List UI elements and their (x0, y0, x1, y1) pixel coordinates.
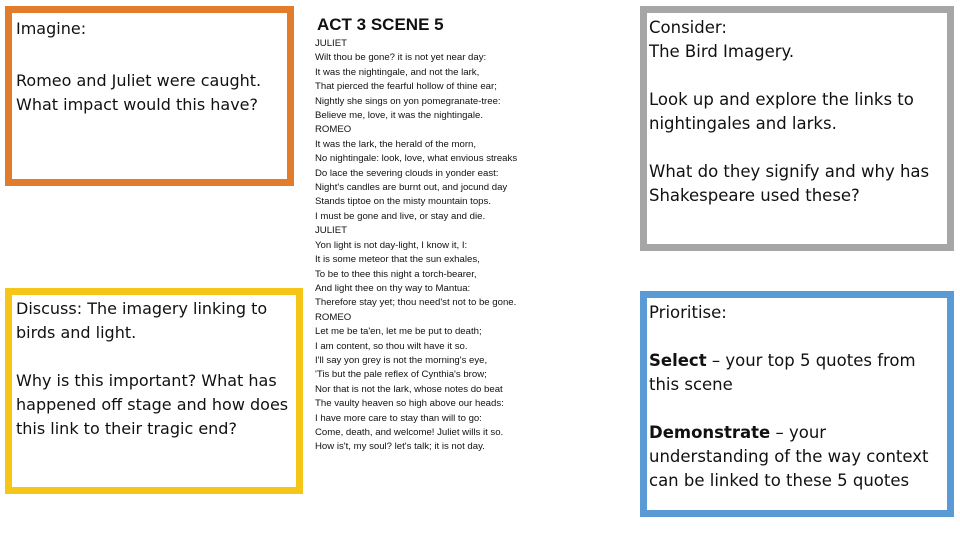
scene-line: ROMEO (315, 124, 352, 136)
scene-extract (315, 10, 635, 455)
consider-box (640, 6, 954, 251)
discuss-box (5, 288, 303, 494)
scene-lines (315, 37, 635, 455)
prioritise-heading: Prioritise: (649, 303, 727, 322)
scene-line: Yon light is not day-light, I know it, I: (315, 239, 468, 251)
scene-line: I have more care to stay than will to go: (315, 412, 482, 424)
select-task (649, 349, 947, 397)
imagine-body: Romeo and Juliet were caught. What impact would this have? (16, 71, 262, 114)
scene-line: Do lace the severing clouds in yonder east: (315, 167, 499, 179)
scene-line: I am content, so thou wilt have it so. (315, 340, 468, 352)
scene-line: Wilt thou be gone? it is not yet near day: (315, 52, 487, 64)
consider-line-2: Look up and explore the links to nightingales and larks. (649, 90, 914, 133)
scene-title: ACT 3 SCENE 5 (317, 15, 444, 34)
select-text: – your top 5 quotes from this scene (649, 351, 916, 394)
scene-line: To be to thee this night a torch-bearer, (315, 268, 477, 280)
scene-line: The vaulty heaven so high above our heads: (315, 398, 504, 410)
scene-line: It was the nightingale, and not the lark, (315, 66, 480, 78)
scene-line: That pierced the fearful hollow of thine ear; (315, 81, 497, 93)
discuss-body: Why is this important? What has happened off stage and how does this link to their tragic end? (16, 371, 289, 438)
demonstrate-task (649, 421, 947, 493)
scene-line: JULIET (315, 38, 347, 49)
scene-line: Stands tiptoe on the misty mountain tops. (315, 196, 491, 208)
scene-line: Therefore stay yet; thou need'st not to be gone. (315, 297, 517, 309)
scene-line: Let me be ta'en, let me be put to death; (315, 326, 482, 338)
select-label: Select (649, 351, 707, 370)
discuss-heading: Discuss: The imagery linking to birds and light. (16, 299, 268, 342)
prioritise-box (640, 291, 954, 517)
scene-line: I must be gone and live, or stay and die. (315, 210, 486, 222)
scene-line: ROMEO (315, 311, 352, 323)
demonstrate-text: – your understanding of the way context can be linked to these 5 quotes (649, 423, 929, 490)
imagine-box (5, 6, 294, 186)
demonstrate-label: Demonstrate (649, 423, 771, 442)
scene-line: I'll say yon grey is not the morning's eye, (315, 354, 488, 366)
scene-line: It was the lark, the herald of the morn, (315, 138, 477, 150)
scene-line: Nightly she sings on yon pomegranate-tree: (315, 95, 501, 107)
scene-line: Come, death, and welcome! Juliet wills it so. (315, 426, 504, 438)
scene-line: No nightingale: look, love, what envious streaks (315, 153, 518, 165)
consider-line-3: What do they signify and why has Shakespeare used these? (649, 162, 930, 205)
scene-line: 'Tis but the pale reflex of Cynthia's brow; (315, 369, 487, 381)
consider-intro (649, 16, 947, 64)
scene-line: It is some meteor that the sun exhales, (315, 254, 480, 266)
consider-line-1: The Bird Imagery. (649, 42, 795, 61)
scene-line: JULIET (315, 225, 347, 237)
scene-line: Night's candles are burnt out, and jocund day (315, 182, 508, 194)
scene-line: How is't, my soul? let's talk; it is not day. (315, 441, 485, 453)
scene-line: Believe me, love, it was the nightingale. (315, 110, 483, 122)
consider-heading: Consider: (649, 18, 727, 37)
scene-line: Nor that is not the lark, whose notes do beat (315, 383, 503, 395)
imagine-heading: Imagine: (16, 19, 87, 38)
scene-line: And light thee on thy way to Mantua: (315, 282, 471, 294)
